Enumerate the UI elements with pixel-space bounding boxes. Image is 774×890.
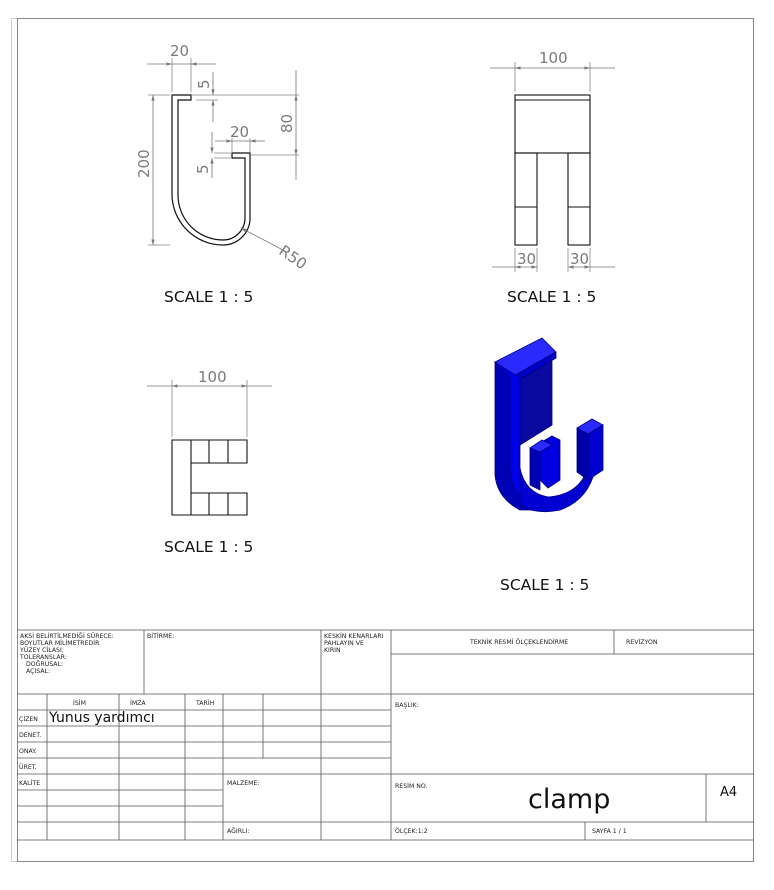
side-view-scale: SCALE 1 : 5 (507, 288, 597, 306)
dim-radius: R50 (275, 241, 311, 274)
title-block (17, 630, 754, 840)
side-view (490, 49, 615, 306)
note-line-2: BOYUTLAR MİLİMETREDİR (20, 640, 100, 647)
drawing-border (18, 19, 754, 862)
role-quality: KALİTE (19, 780, 41, 787)
isometric-view (495, 338, 603, 594)
isometric-view-scale: SCALE 1 : 5 (500, 576, 590, 594)
sheet-number: SAYFA 1 / 1 (592, 828, 627, 835)
title-label: BAŞLIK: (395, 702, 419, 709)
dim-height: 200 (135, 149, 153, 178)
weight-label: AĞIRLI: (227, 828, 250, 835)
note-line-3: YÜZEY CİLASI: (20, 647, 64, 654)
note-line-4: TOLERANSLAR: (20, 654, 67, 661)
drawing-number: clamp (528, 784, 611, 815)
material-label: MALZEME: (227, 780, 260, 787)
dim-top-view-width: 100 (198, 368, 227, 386)
finish-label: BİTİRME: (147, 633, 175, 640)
dim-side-width: 100 (539, 49, 568, 67)
header-date: TARİH (196, 700, 215, 707)
dim-top-width: 20 (170, 42, 190, 60)
side-view-body (515, 95, 590, 153)
role-mfg: ÜRET. (19, 764, 37, 771)
role-checked: DENET. (19, 732, 42, 739)
edges-label-1: KESKİN KENARLARI (324, 633, 384, 640)
edges-label-2: PAHLAYIN VE (324, 640, 364, 647)
edges-label-3: KIRIN (324, 647, 341, 654)
revision-label: REVİZYON (626, 639, 658, 646)
sheet-size: A4 (720, 785, 738, 800)
role-drawn: ÇİZEN (19, 716, 38, 723)
side-view-leg-right (568, 153, 590, 245)
drawing-no-label: RESİM NO. (395, 783, 428, 790)
dim-hook-lip: 5 (194, 164, 212, 174)
role-approved: ONAY. (19, 748, 37, 755)
side-view-leg-left (515, 153, 537, 245)
note-line-6: AÇISAL: (26, 668, 51, 675)
top-view (147, 368, 272, 556)
dim-lip: 5 (195, 79, 213, 89)
drawn-by-name: Yunus yardımcı (49, 710, 155, 726)
note-line-1: AKSİ BELİRTİLMEDİĞİ SÜRECE: (20, 633, 114, 640)
dim-hook-width: 20 (230, 123, 250, 141)
dim-leg-right: 30 (570, 250, 590, 268)
front-view-scale: SCALE 1 : 5 (164, 288, 254, 306)
top-view-scale: SCALE 1 : 5 (164, 538, 254, 556)
dim-leg-left: 30 (517, 250, 537, 268)
outer-border (12, 19, 754, 862)
front-view (135, 42, 310, 306)
drawing-scale: ÖLÇEK:1:2 (395, 828, 428, 835)
dim-inner-height: 80 (278, 113, 296, 133)
note-line-5: DOĞRUSAL: (26, 661, 64, 668)
header-signature: İMZA (130, 700, 146, 707)
scaling-label: TEKNİK RESMİ ÖLÇEKLENDİRME (470, 639, 569, 646)
header-name: İSİM (73, 700, 86, 707)
